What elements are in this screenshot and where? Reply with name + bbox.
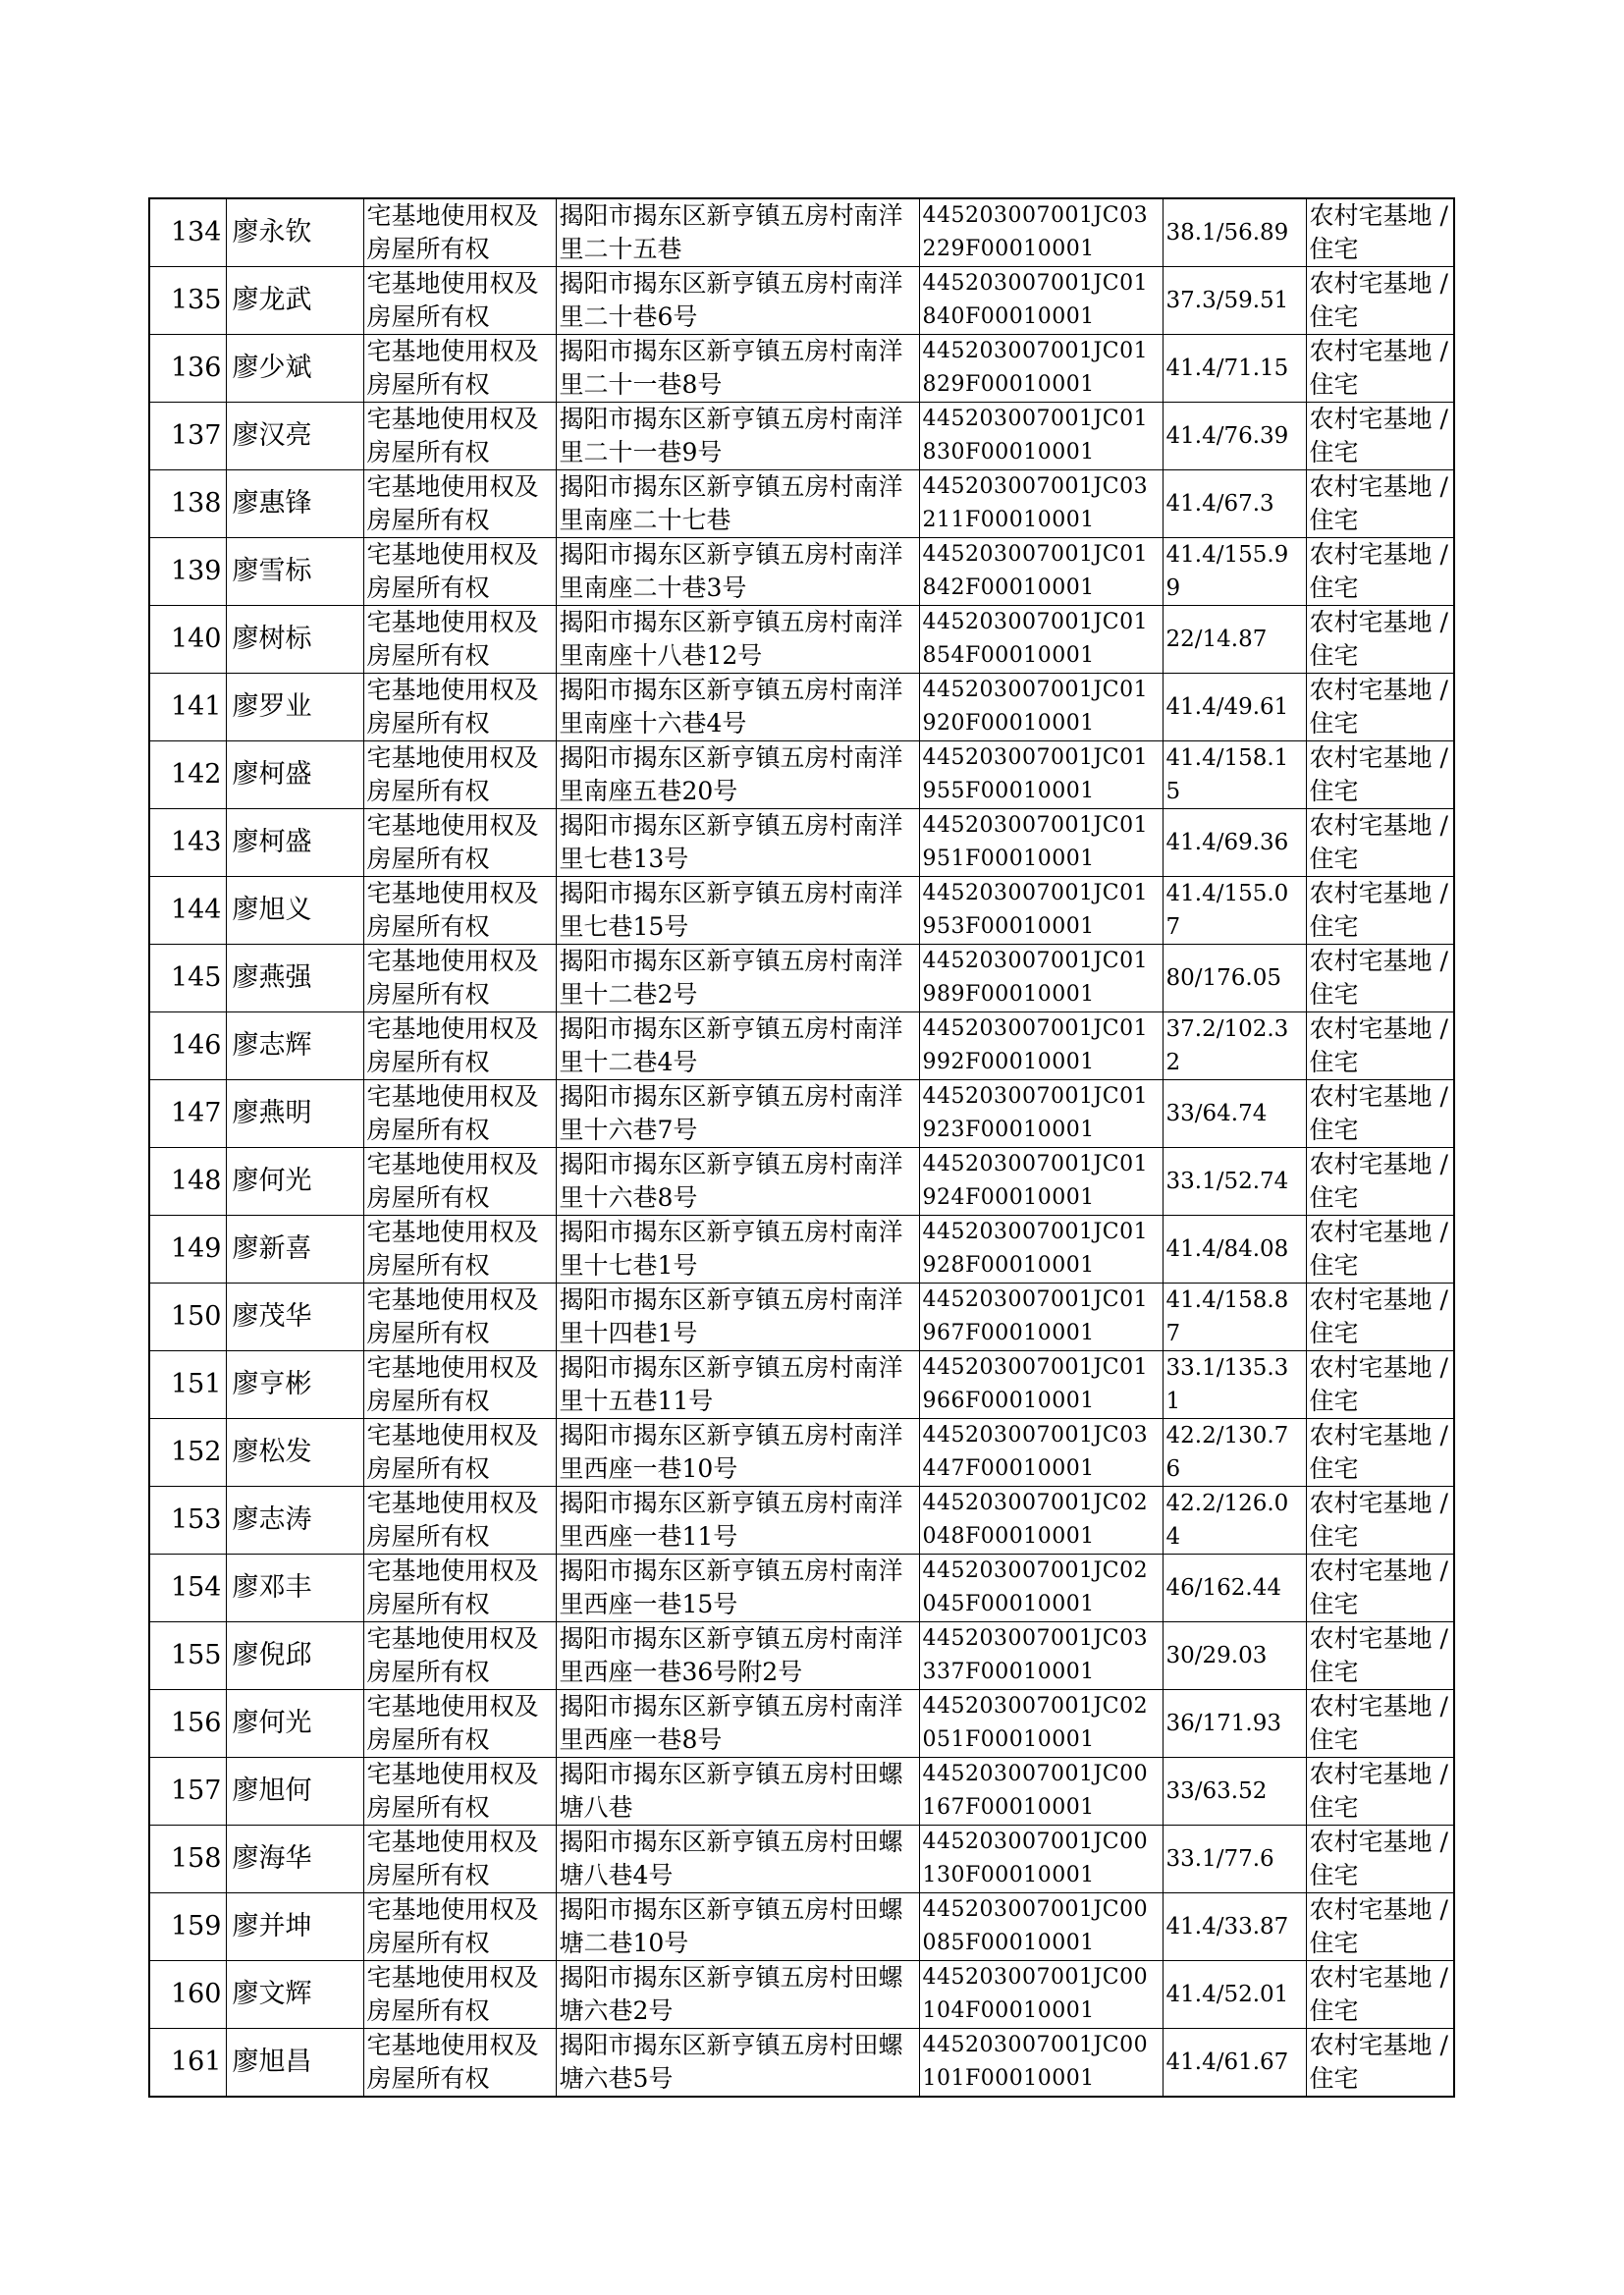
usage-type: 农村宅基地 / 住宅 (1306, 809, 1454, 877)
usage-type: 农村宅基地 / 住宅 (1306, 1012, 1454, 1080)
table-row (149, 877, 1454, 945)
unit-code: 445203007001JC00104F00010001 (919, 1961, 1163, 2029)
row-number: 140 (149, 606, 226, 674)
usage-type: 农村宅基地 / 住宅 (1306, 1961, 1454, 2029)
right-type: 宅基地使用权及房屋所有权 (363, 403, 556, 470)
table-row (149, 1826, 1454, 1893)
location: 揭阳市揭东区新亨镇五房村南洋里西座一巷11号 (556, 1487, 919, 1555)
unit-code: 445203007001JC01928F00010001 (919, 1216, 1163, 1284)
owner-name: 廖罗业 (226, 674, 363, 741)
right-type: 宅基地使用权及房屋所有权 (363, 1555, 556, 1622)
row-number: 151 (149, 1351, 226, 1419)
table-row (149, 606, 1454, 674)
location: 揭阳市揭东区新亨镇五房村南洋里十四巷1号 (556, 1284, 919, 1351)
row-number: 157 (149, 1758, 226, 1826)
location: 揭阳市揭东区新亨镇五房村南洋里二十一巷8号 (556, 335, 919, 403)
area-value: 46/162.44 (1163, 1555, 1306, 1622)
unit-code: 445203007001JC01829F00010001 (919, 335, 1163, 403)
usage-type: 农村宅基地 / 住宅 (1306, 1826, 1454, 1893)
right-type: 宅基地使用权及房屋所有权 (363, 2029, 556, 2098)
unit-code: 445203007001JC01840F00010001 (919, 267, 1163, 335)
area-value: 41.4/69.36 (1163, 809, 1306, 877)
location: 揭阳市揭东区新亨镇五房村南洋里十六巷7号 (556, 1080, 919, 1148)
area-value: 41.4/52.01 (1163, 1961, 1306, 2029)
location: 揭阳市揭东区新亨镇五房村南洋里十二巷2号 (556, 945, 919, 1012)
usage-type: 农村宅基地 / 住宅 (1306, 1351, 1454, 1419)
right-type: 宅基地使用权及房屋所有权 (363, 945, 556, 1012)
row-number: 142 (149, 741, 226, 809)
right-type: 宅基地使用权及房屋所有权 (363, 1419, 556, 1487)
location: 揭阳市揭东区新亨镇五房村田螺塘八巷4号 (556, 1826, 919, 1893)
unit-code: 445203007001JC01967F00010001 (919, 1284, 1163, 1351)
row-number: 148 (149, 1148, 226, 1216)
owner-name: 廖茂华 (226, 1284, 363, 1351)
right-type: 宅基地使用权及房屋所有权 (363, 606, 556, 674)
unit-code: 445203007001JC01854F00010001 (919, 606, 1163, 674)
area-value: 33.1/135.31 (1163, 1351, 1306, 1419)
location: 揭阳市揭东区新亨镇五房村田螺塘二巷10号 (556, 1893, 919, 1961)
row-number: 153 (149, 1487, 226, 1555)
owner-name: 廖海华 (226, 1826, 363, 1893)
usage-type: 农村宅基地 / 住宅 (1306, 198, 1454, 267)
unit-code: 445203007001JC02048F00010001 (919, 1487, 1163, 1555)
usage-type: 农村宅基地 / 住宅 (1306, 267, 1454, 335)
area-value: 41.4/76.39 (1163, 403, 1306, 470)
area-value: 41.4/158.87 (1163, 1284, 1306, 1351)
table-row (149, 1961, 1454, 2029)
area-value: 41.4/155.07 (1163, 877, 1306, 945)
row-number: 143 (149, 809, 226, 877)
usage-type: 农村宅基地 / 住宅 (1306, 1893, 1454, 1961)
table-row (149, 741, 1454, 809)
right-type: 宅基地使用权及房屋所有权 (363, 1080, 556, 1148)
area-value: 42.2/126.04 (1163, 1487, 1306, 1555)
table-row (149, 1080, 1454, 1148)
area-value: 80/176.05 (1163, 945, 1306, 1012)
usage-type: 农村宅基地 / 住宅 (1306, 538, 1454, 606)
row-number: 135 (149, 267, 226, 335)
area-value: 42.2/130.76 (1163, 1419, 1306, 1487)
table-row (149, 1758, 1454, 1826)
location: 揭阳市揭东区新亨镇五房村南洋里西座一巷36号附2号 (556, 1622, 919, 1690)
row-number: 136 (149, 335, 226, 403)
owner-name: 廖永钦 (226, 198, 363, 267)
owner-name: 廖松发 (226, 1419, 363, 1487)
location: 揭阳市揭东区新亨镇五房村田螺塘八巷 (556, 1758, 919, 1826)
location: 揭阳市揭东区新亨镇五房村南洋里二十巷6号 (556, 267, 919, 335)
location: 揭阳市揭东区新亨镇五房村南洋里十二巷4号 (556, 1012, 919, 1080)
table-row (149, 538, 1454, 606)
usage-type: 农村宅基地 / 住宅 (1306, 1148, 1454, 1216)
area-value: 41.4/155.99 (1163, 538, 1306, 606)
location: 揭阳市揭东区新亨镇五房村南洋里南座二十巷3号 (556, 538, 919, 606)
area-value: 37.2/102.32 (1163, 1012, 1306, 1080)
table-row (149, 403, 1454, 470)
table-row (149, 1893, 1454, 1961)
usage-type: 农村宅基地 / 住宅 (1306, 2029, 1454, 2098)
unit-code: 445203007001JC01966F00010001 (919, 1351, 1163, 1419)
right-type: 宅基地使用权及房屋所有权 (363, 1622, 556, 1690)
usage-type: 农村宅基地 / 住宅 (1306, 1080, 1454, 1148)
row-number: 144 (149, 877, 226, 945)
location: 揭阳市揭东区新亨镇五房村南洋里二十五巷 (556, 198, 919, 267)
table-row (149, 1622, 1454, 1690)
location: 揭阳市揭东区新亨镇五房村南洋里二十一巷9号 (556, 403, 919, 470)
location: 揭阳市揭东区新亨镇五房村南洋里十五巷11号 (556, 1351, 919, 1419)
right-type: 宅基地使用权及房屋所有权 (363, 674, 556, 741)
table-row (149, 267, 1454, 335)
unit-code: 445203007001JC01923F00010001 (919, 1080, 1163, 1148)
table-row (149, 1690, 1454, 1758)
usage-type: 农村宅基地 / 住宅 (1306, 1555, 1454, 1622)
right-type: 宅基地使用权及房屋所有权 (363, 1148, 556, 1216)
usage-type: 农村宅基地 / 住宅 (1306, 674, 1454, 741)
area-value: 41.4/71.15 (1163, 335, 1306, 403)
row-number: 158 (149, 1826, 226, 1893)
row-number: 138 (149, 470, 226, 538)
unit-code: 445203007001JC02045F00010001 (919, 1555, 1163, 1622)
unit-code: 445203007001JC03211F00010001 (919, 470, 1163, 538)
location: 揭阳市揭东区新亨镇五房村田螺塘六巷2号 (556, 1961, 919, 2029)
unit-code: 445203007001JC01842F00010001 (919, 538, 1163, 606)
right-type: 宅基地使用权及房屋所有权 (363, 335, 556, 403)
row-number: 145 (149, 945, 226, 1012)
table-row (149, 945, 1454, 1012)
table-row (149, 674, 1454, 741)
area-value: 33.1/52.74 (1163, 1148, 1306, 1216)
row-number: 156 (149, 1690, 226, 1758)
usage-type: 农村宅基地 / 住宅 (1306, 335, 1454, 403)
usage-type: 农村宅基地 / 住宅 (1306, 1216, 1454, 1284)
right-type: 宅基地使用权及房屋所有权 (363, 1284, 556, 1351)
right-type: 宅基地使用权及房屋所有权 (363, 1826, 556, 1893)
unit-code: 445203007001JC00085F00010001 (919, 1893, 1163, 1961)
area-value: 41.4/84.08 (1163, 1216, 1306, 1284)
usage-type: 农村宅基地 / 住宅 (1306, 877, 1454, 945)
usage-type: 农村宅基地 / 住宅 (1306, 1487, 1454, 1555)
location: 揭阳市揭东区新亨镇五房村南洋里南座十八巷12号 (556, 606, 919, 674)
area-value: 30/29.03 (1163, 1622, 1306, 1690)
unit-code: 445203007001JC01924F00010001 (919, 1148, 1163, 1216)
usage-type: 农村宅基地 / 住宅 (1306, 1690, 1454, 1758)
unit-code: 445203007001JC01992F00010001 (919, 1012, 1163, 1080)
usage-type: 农村宅基地 / 住宅 (1306, 470, 1454, 538)
right-type: 宅基地使用权及房屋所有权 (363, 1758, 556, 1826)
row-number: 161 (149, 2029, 226, 2098)
unit-code: 445203007001JC01920F00010001 (919, 674, 1163, 741)
table-row (149, 1284, 1454, 1351)
unit-code: 445203007001JC03337F00010001 (919, 1622, 1163, 1690)
area-value: 33/63.52 (1163, 1758, 1306, 1826)
unit-code: 445203007001JC00167F00010001 (919, 1758, 1163, 1826)
right-type: 宅基地使用权及房屋所有权 (363, 538, 556, 606)
location: 揭阳市揭东区新亨镇五房村南洋里七巷13号 (556, 809, 919, 877)
row-number: 149 (149, 1216, 226, 1284)
row-number: 139 (149, 538, 226, 606)
location: 揭阳市揭东区新亨镇五房村南洋里西座一巷10号 (556, 1419, 919, 1487)
table-row (149, 1351, 1454, 1419)
unit-code: 445203007001JC01955F00010001 (919, 741, 1163, 809)
area-value: 22/14.87 (1163, 606, 1306, 674)
owner-name: 廖柯盛 (226, 741, 363, 809)
table-row (149, 198, 1454, 267)
table-row (149, 335, 1454, 403)
row-number: 150 (149, 1284, 226, 1351)
unit-code: 445203007001JC02051F00010001 (919, 1690, 1163, 1758)
owner-name: 廖燕强 (226, 945, 363, 1012)
area-value: 41.4/61.67 (1163, 2029, 1306, 2098)
row-number: 159 (149, 1893, 226, 1961)
table-row (149, 470, 1454, 538)
unit-code: 445203007001JC00101F00010001 (919, 2029, 1163, 2098)
unit-code: 445203007001JC01951F00010001 (919, 809, 1163, 877)
owner-name: 廖树标 (226, 606, 363, 674)
right-type: 宅基地使用权及房屋所有权 (363, 1487, 556, 1555)
usage-type: 农村宅基地 / 住宅 (1306, 1622, 1454, 1690)
owner-name: 廖倪邱 (226, 1622, 363, 1690)
register-table (148, 197, 1455, 2098)
area-value: 37.3/59.51 (1163, 267, 1306, 335)
unit-code: 445203007001JC03229F00010001 (919, 198, 1163, 267)
unit-code: 445203007001JC03447F00010001 (919, 1419, 1163, 1487)
unit-code: 445203007001JC01989F00010001 (919, 945, 1163, 1012)
location: 揭阳市揭东区新亨镇五房村南洋里南座五巷20号 (556, 741, 919, 809)
area-value: 41.4/49.61 (1163, 674, 1306, 741)
area-value: 33.1/77.6 (1163, 1826, 1306, 1893)
row-number: 137 (149, 403, 226, 470)
area-value: 38.1/56.89 (1163, 198, 1306, 267)
right-type: 宅基地使用权及房屋所有权 (363, 741, 556, 809)
right-type: 宅基地使用权及房屋所有权 (363, 1893, 556, 1961)
table-row (149, 1419, 1454, 1487)
owner-name: 廖文辉 (226, 1961, 363, 2029)
location: 揭阳市揭东区新亨镇五房村南洋里西座一巷8号 (556, 1690, 919, 1758)
owner-name: 廖邓丰 (226, 1555, 363, 1622)
right-type: 宅基地使用权及房屋所有权 (363, 1961, 556, 2029)
owner-name: 廖柯盛 (226, 809, 363, 877)
row-number: 160 (149, 1961, 226, 2029)
location: 揭阳市揭东区新亨镇五房村南洋里十六巷8号 (556, 1148, 919, 1216)
owner-name: 廖燕明 (226, 1080, 363, 1148)
owner-name: 廖龙武 (226, 267, 363, 335)
owner-name: 廖旭何 (226, 1758, 363, 1826)
usage-type: 农村宅基地 / 住宅 (1306, 1758, 1454, 1826)
owner-name: 廖何光 (226, 1148, 363, 1216)
right-type: 宅基地使用权及房屋所有权 (363, 1690, 556, 1758)
right-type: 宅基地使用权及房屋所有权 (363, 1351, 556, 1419)
area-value: 41.4/67.3 (1163, 470, 1306, 538)
table-row (149, 1487, 1454, 1555)
owner-name: 廖雪标 (226, 538, 363, 606)
row-number: 134 (149, 198, 226, 267)
right-type: 宅基地使用权及房屋所有权 (363, 470, 556, 538)
usage-type: 农村宅基地 / 住宅 (1306, 1419, 1454, 1487)
location: 揭阳市揭东区新亨镇五房村南洋里西座一巷15号 (556, 1555, 919, 1622)
right-type: 宅基地使用权及房屋所有权 (363, 1216, 556, 1284)
area-value: 41.4/158.15 (1163, 741, 1306, 809)
row-number: 141 (149, 674, 226, 741)
table-row (149, 1012, 1454, 1080)
right-type: 宅基地使用权及房屋所有权 (363, 877, 556, 945)
row-number: 152 (149, 1419, 226, 1487)
usage-type: 农村宅基地 / 住宅 (1306, 403, 1454, 470)
owner-name: 廖亨彬 (226, 1351, 363, 1419)
area-value: 36/171.93 (1163, 1690, 1306, 1758)
location: 揭阳市揭东区新亨镇五房村南洋里七巷15号 (556, 877, 919, 945)
location: 揭阳市揭东区新亨镇五房村南洋里南座二十七巷 (556, 470, 919, 538)
usage-type: 农村宅基地 / 住宅 (1306, 1284, 1454, 1351)
row-number: 155 (149, 1622, 226, 1690)
table-row (149, 809, 1454, 877)
table-row (149, 1555, 1454, 1622)
usage-type: 农村宅基地 / 住宅 (1306, 606, 1454, 674)
owner-name: 廖新喜 (226, 1216, 363, 1284)
location: 揭阳市揭东区新亨镇五房村田螺塘六巷5号 (556, 2029, 919, 2098)
right-type: 宅基地使用权及房屋所有权 (363, 1012, 556, 1080)
row-number: 154 (149, 1555, 226, 1622)
table-row (149, 1216, 1454, 1284)
row-number: 147 (149, 1080, 226, 1148)
owner-name: 廖汉亮 (226, 403, 363, 470)
owner-name: 廖志辉 (226, 1012, 363, 1080)
right-type: 宅基地使用权及房屋所有权 (363, 809, 556, 877)
location: 揭阳市揭东区新亨镇五房村南洋里十七巷1号 (556, 1216, 919, 1284)
location: 揭阳市揭东区新亨镇五房村南洋里南座十六巷4号 (556, 674, 919, 741)
owner-name: 廖并坤 (226, 1893, 363, 1961)
right-type: 宅基地使用权及房屋所有权 (363, 198, 556, 267)
table-row (149, 2029, 1454, 2098)
table-row (149, 1148, 1454, 1216)
unit-code: 445203007001JC01953F00010001 (919, 877, 1163, 945)
owner-name: 廖旭昌 (226, 2029, 363, 2098)
unit-code: 445203007001JC00130F00010001 (919, 1826, 1163, 1893)
right-type: 宅基地使用权及房屋所有权 (363, 267, 556, 335)
owner-name: 廖何光 (226, 1690, 363, 1758)
usage-type: 农村宅基地 / 住宅 (1306, 945, 1454, 1012)
row-number: 146 (149, 1012, 226, 1080)
owner-name: 廖少斌 (226, 335, 363, 403)
owner-name: 廖志涛 (226, 1487, 363, 1555)
owner-name: 廖惠锋 (226, 470, 363, 538)
usage-type: 农村宅基地 / 住宅 (1306, 741, 1454, 809)
area-value: 41.4/33.87 (1163, 1893, 1306, 1961)
owner-name: 廖旭义 (226, 877, 363, 945)
area-value: 33/64.74 (1163, 1080, 1306, 1148)
unit-code: 445203007001JC01830F00010001 (919, 403, 1163, 470)
